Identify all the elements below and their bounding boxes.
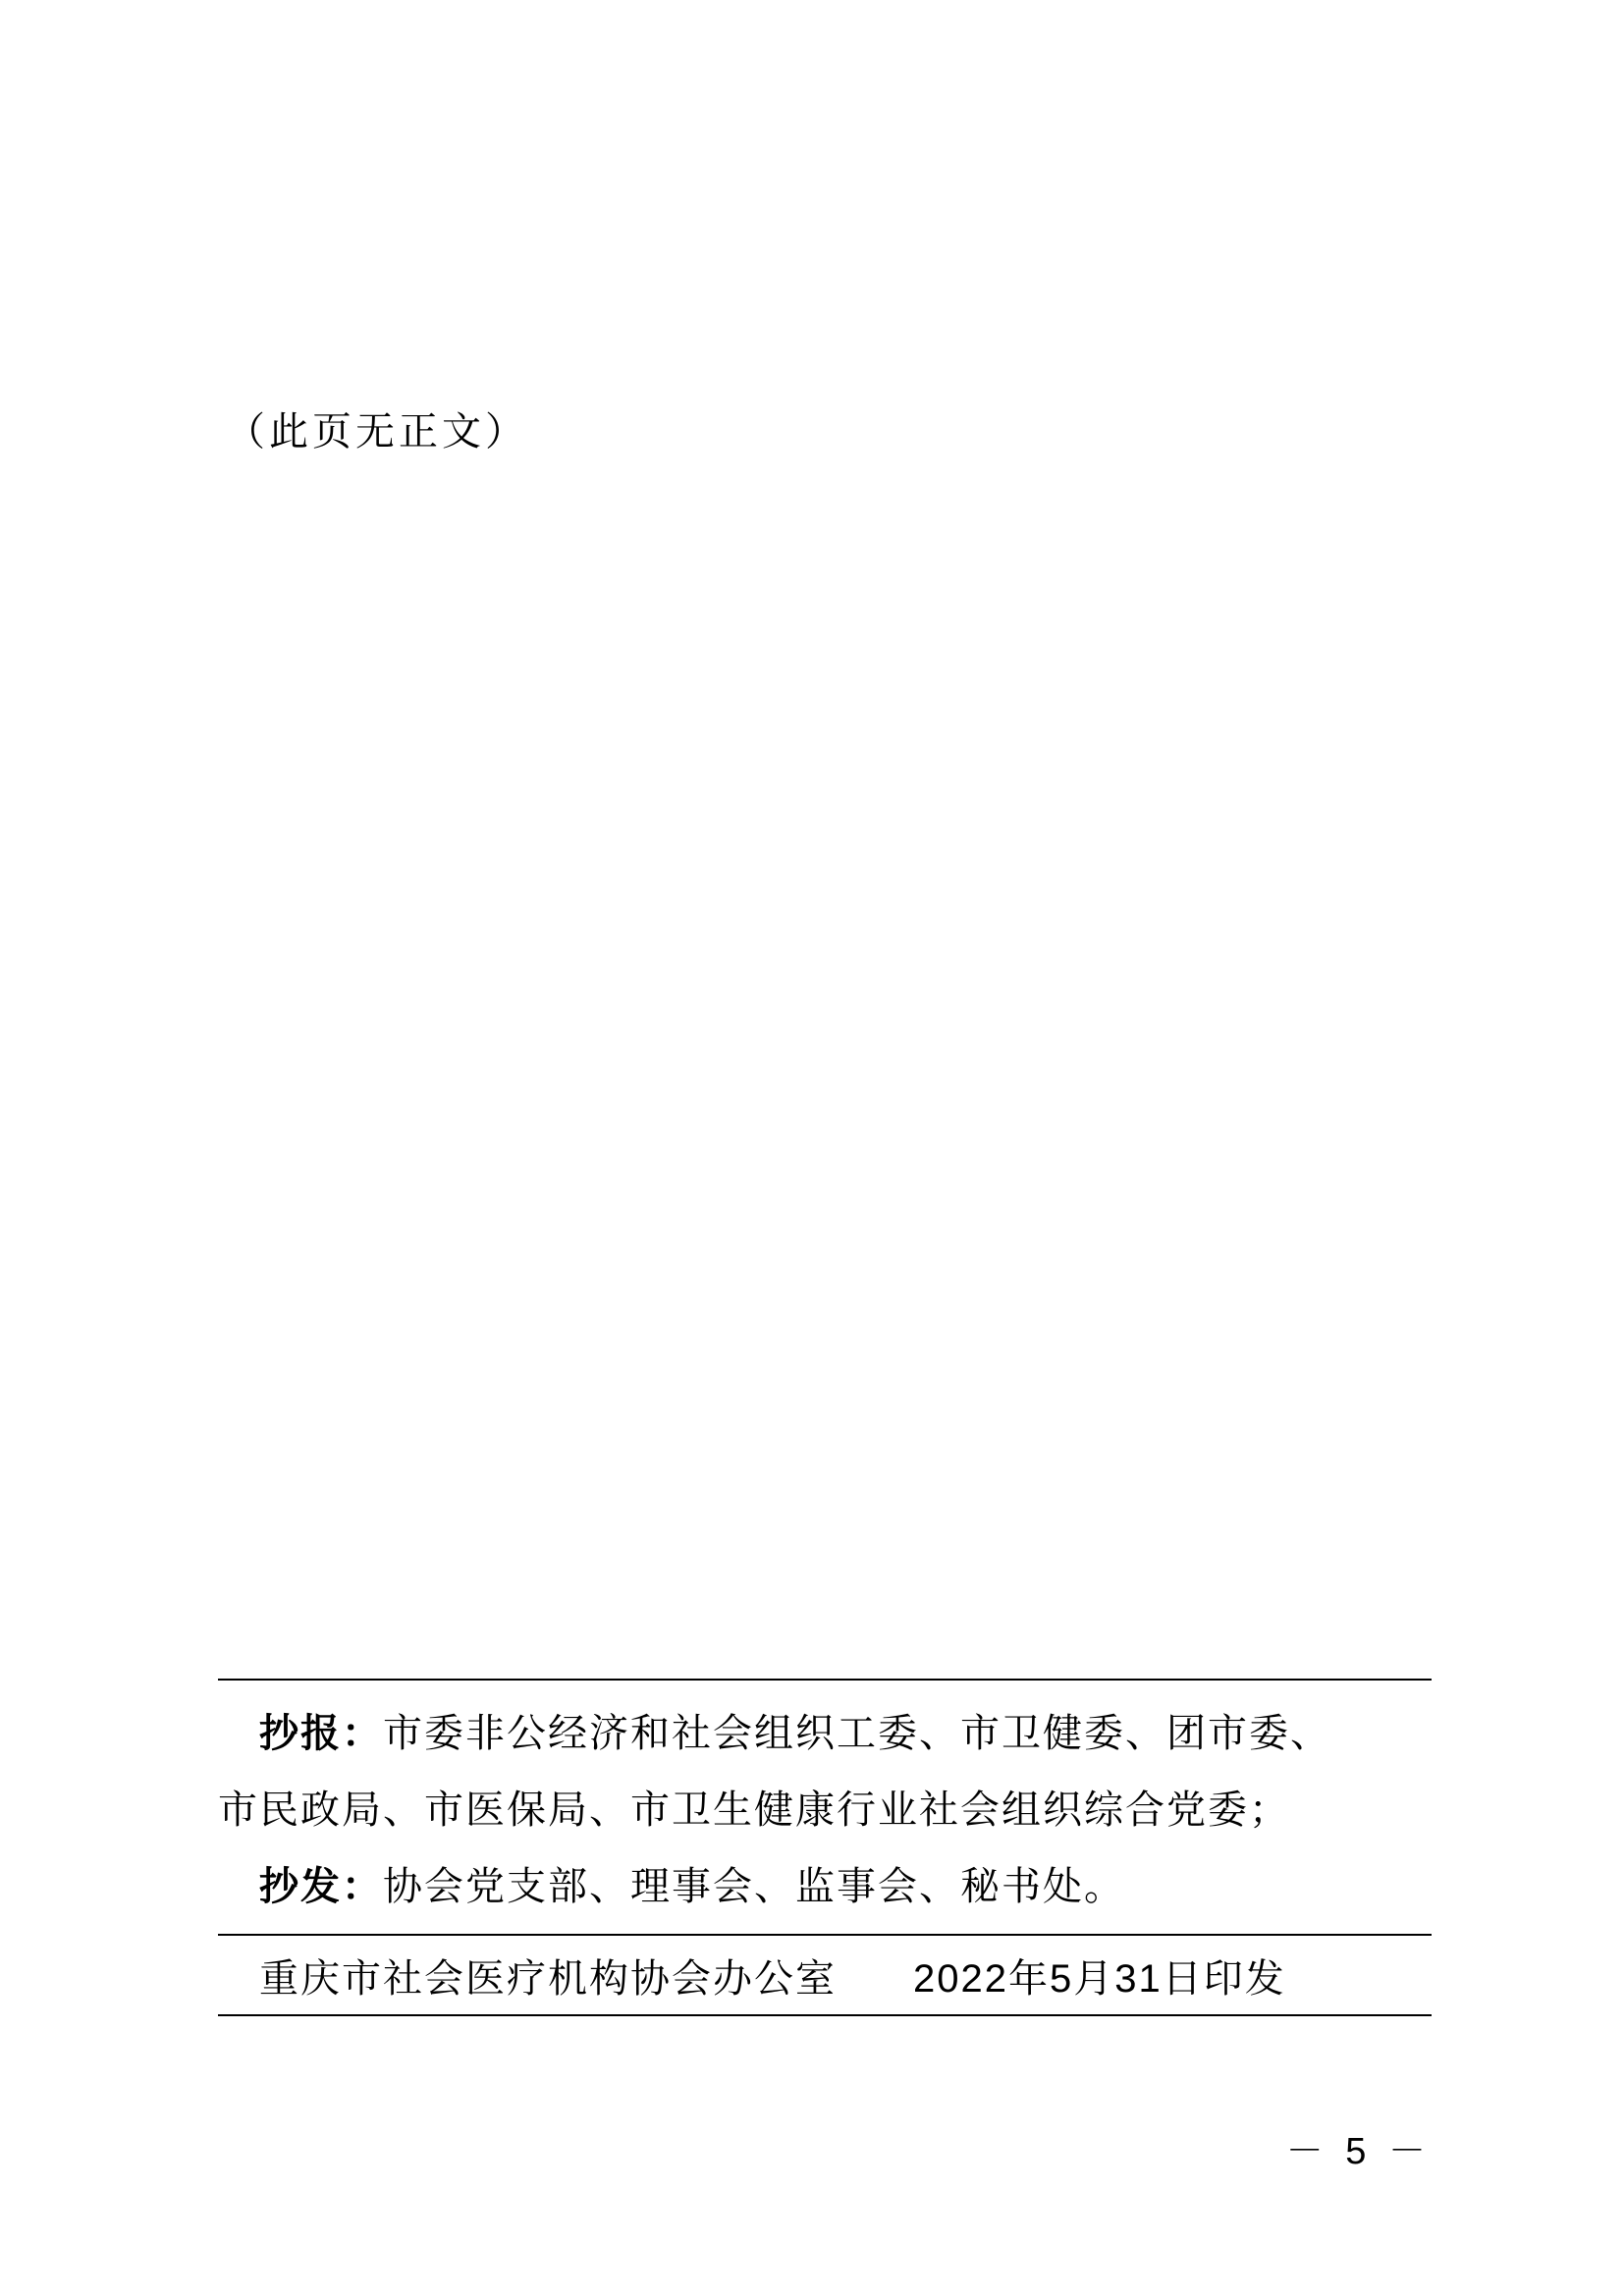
issue-year-unit: 年 [1007,1955,1050,2002]
issue-day: 31 [1114,1956,1163,2001]
distribution-block [218,1679,1432,2016]
issuer-organization: 重庆市社会医疗机构协会办公室 [259,1955,837,2002]
report-to-line-2: 市民政局、市医保局、市卫生健康行业社会组织综合党委； [218,1788,1290,1833]
issue-year: 2022 [913,1956,1008,2001]
top-divider [218,1679,1432,1681]
issue-day-unit: 日印发 [1162,1955,1286,2002]
report-to-recipients-1: 市委非公经济和社会组织工委、市卫健委、团市委、 [383,1711,1331,1756]
issue-month-unit: 月 [1073,1955,1115,2002]
issue-date [913,1948,1286,2003]
issuer-row [218,1936,1432,2014]
copy-to-label: 抄发： [259,1864,383,1909]
copy-to-recipients: 协会党支部、理事会、监事会、秘书处。 [383,1864,1125,1909]
page-number: － 5 － [1285,2131,1432,2172]
no-body-text-note: （此页无正文） [226,409,528,454]
issue-month: 5 [1049,1956,1074,2001]
bottom-divider [218,2014,1432,2016]
report-to-label: 抄报： [259,1711,383,1756]
copy-to-line [218,1857,1432,1916]
report-to-line-1 [218,1704,1432,1763]
